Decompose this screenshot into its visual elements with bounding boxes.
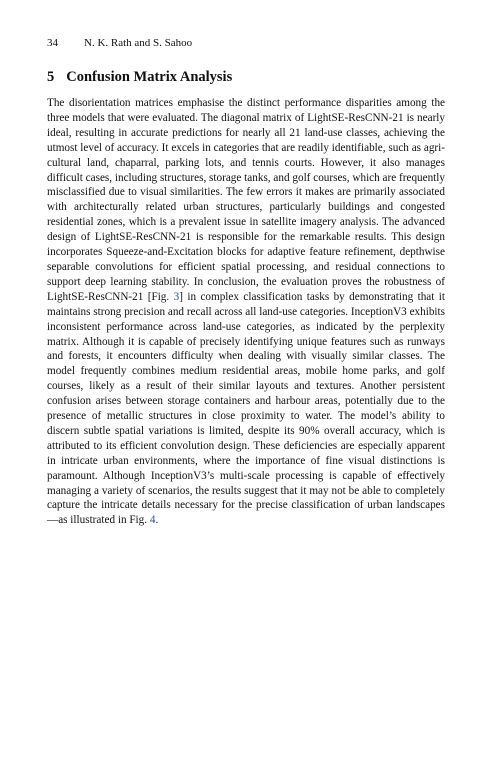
running-head [47, 36, 445, 50]
body-text-part-1: The disorientation matrices emphasise the distinct performance disparities among the three models that were evaluated. The diagonal matrix of LightSE-ResCNN-21 is nearly ideal, resulting in accurate predictions for nearly all 21 land-use classes, achieving the utmost level of accuracy. It excels in categories that are readily identifiable, such as agricultural land, chaparral, parking lots, and tennis courts. However, it also manages difficult cases, including structures, storage tanks, and golf courses, which are frequently misclassified due to visual similarities. The few errors it makes are primarily associated with architecturally related urban structures, particularly buildings and congested residential zones, which is a prevalent issue in satellite imagery analysis. The advanced design of LightSE-ResCNN-21 is responsible for the remarkable results. This design incorporates Squeeze-and-Excitation blocks for adaptive feature refinement, depthwise separable convolutions for efficient spatial processing, and residual connections to support deep learning stability. In conclusion, the evaluation proves the robustness of LightSE-ResCNN-21 [Fig. [47, 97, 445, 303]
figure-4-reference-link[interactable]: 4 [149, 514, 156, 527]
page-number: 34 [47, 37, 58, 49]
running-head-authors: N. K. Rath and S. Sahoo [84, 37, 193, 49]
body-text-part-3: . [155, 514, 159, 527]
section-title: Confusion Matrix Analysis [66, 69, 233, 85]
figure-3-reference-link[interactable]: 3 [173, 290, 180, 303]
body-text-part-2: ] in complex classification tasks by demonstrating that it maintains strong precision and recall across all land-use categories. InceptionV3 exhibits inconsistent performance across land-use categories, as indicated by the perplexity matrix. Although it is capable of precisely identifying unique features such as runways and forests, it encounters difficulty when dealing with visually similar classes. The model frequently combines medium residential areas, mobile home parks, and golf courses, likely as a result of their similar layouts and textures. Another persistent confusion arises between storage containers and harbour areas, potentially due to the presence of metallic structures in close proximity to water. The model’s ability to discern subtle spatial variations is limited, despite its 90% overall accuracy, which is attributed to its efficient convolution design. These deficiencies are especially apparent in intricate urban environments, where the importance of fine visual distinctions is paramount. Although InceptionV3’s multi-scale processing is capable of effectively managing a variety of scenarios, the results suggest that it may not be able to completely capture the intricate details necessary for the precise classification of urban landscapes—as illustrated in Fig. [47, 290, 446, 527]
body-paragraph [47, 96, 445, 528]
section-number: 5 [47, 69, 55, 85]
section-heading [47, 68, 445, 86]
paper-page [47, 36, 445, 528]
